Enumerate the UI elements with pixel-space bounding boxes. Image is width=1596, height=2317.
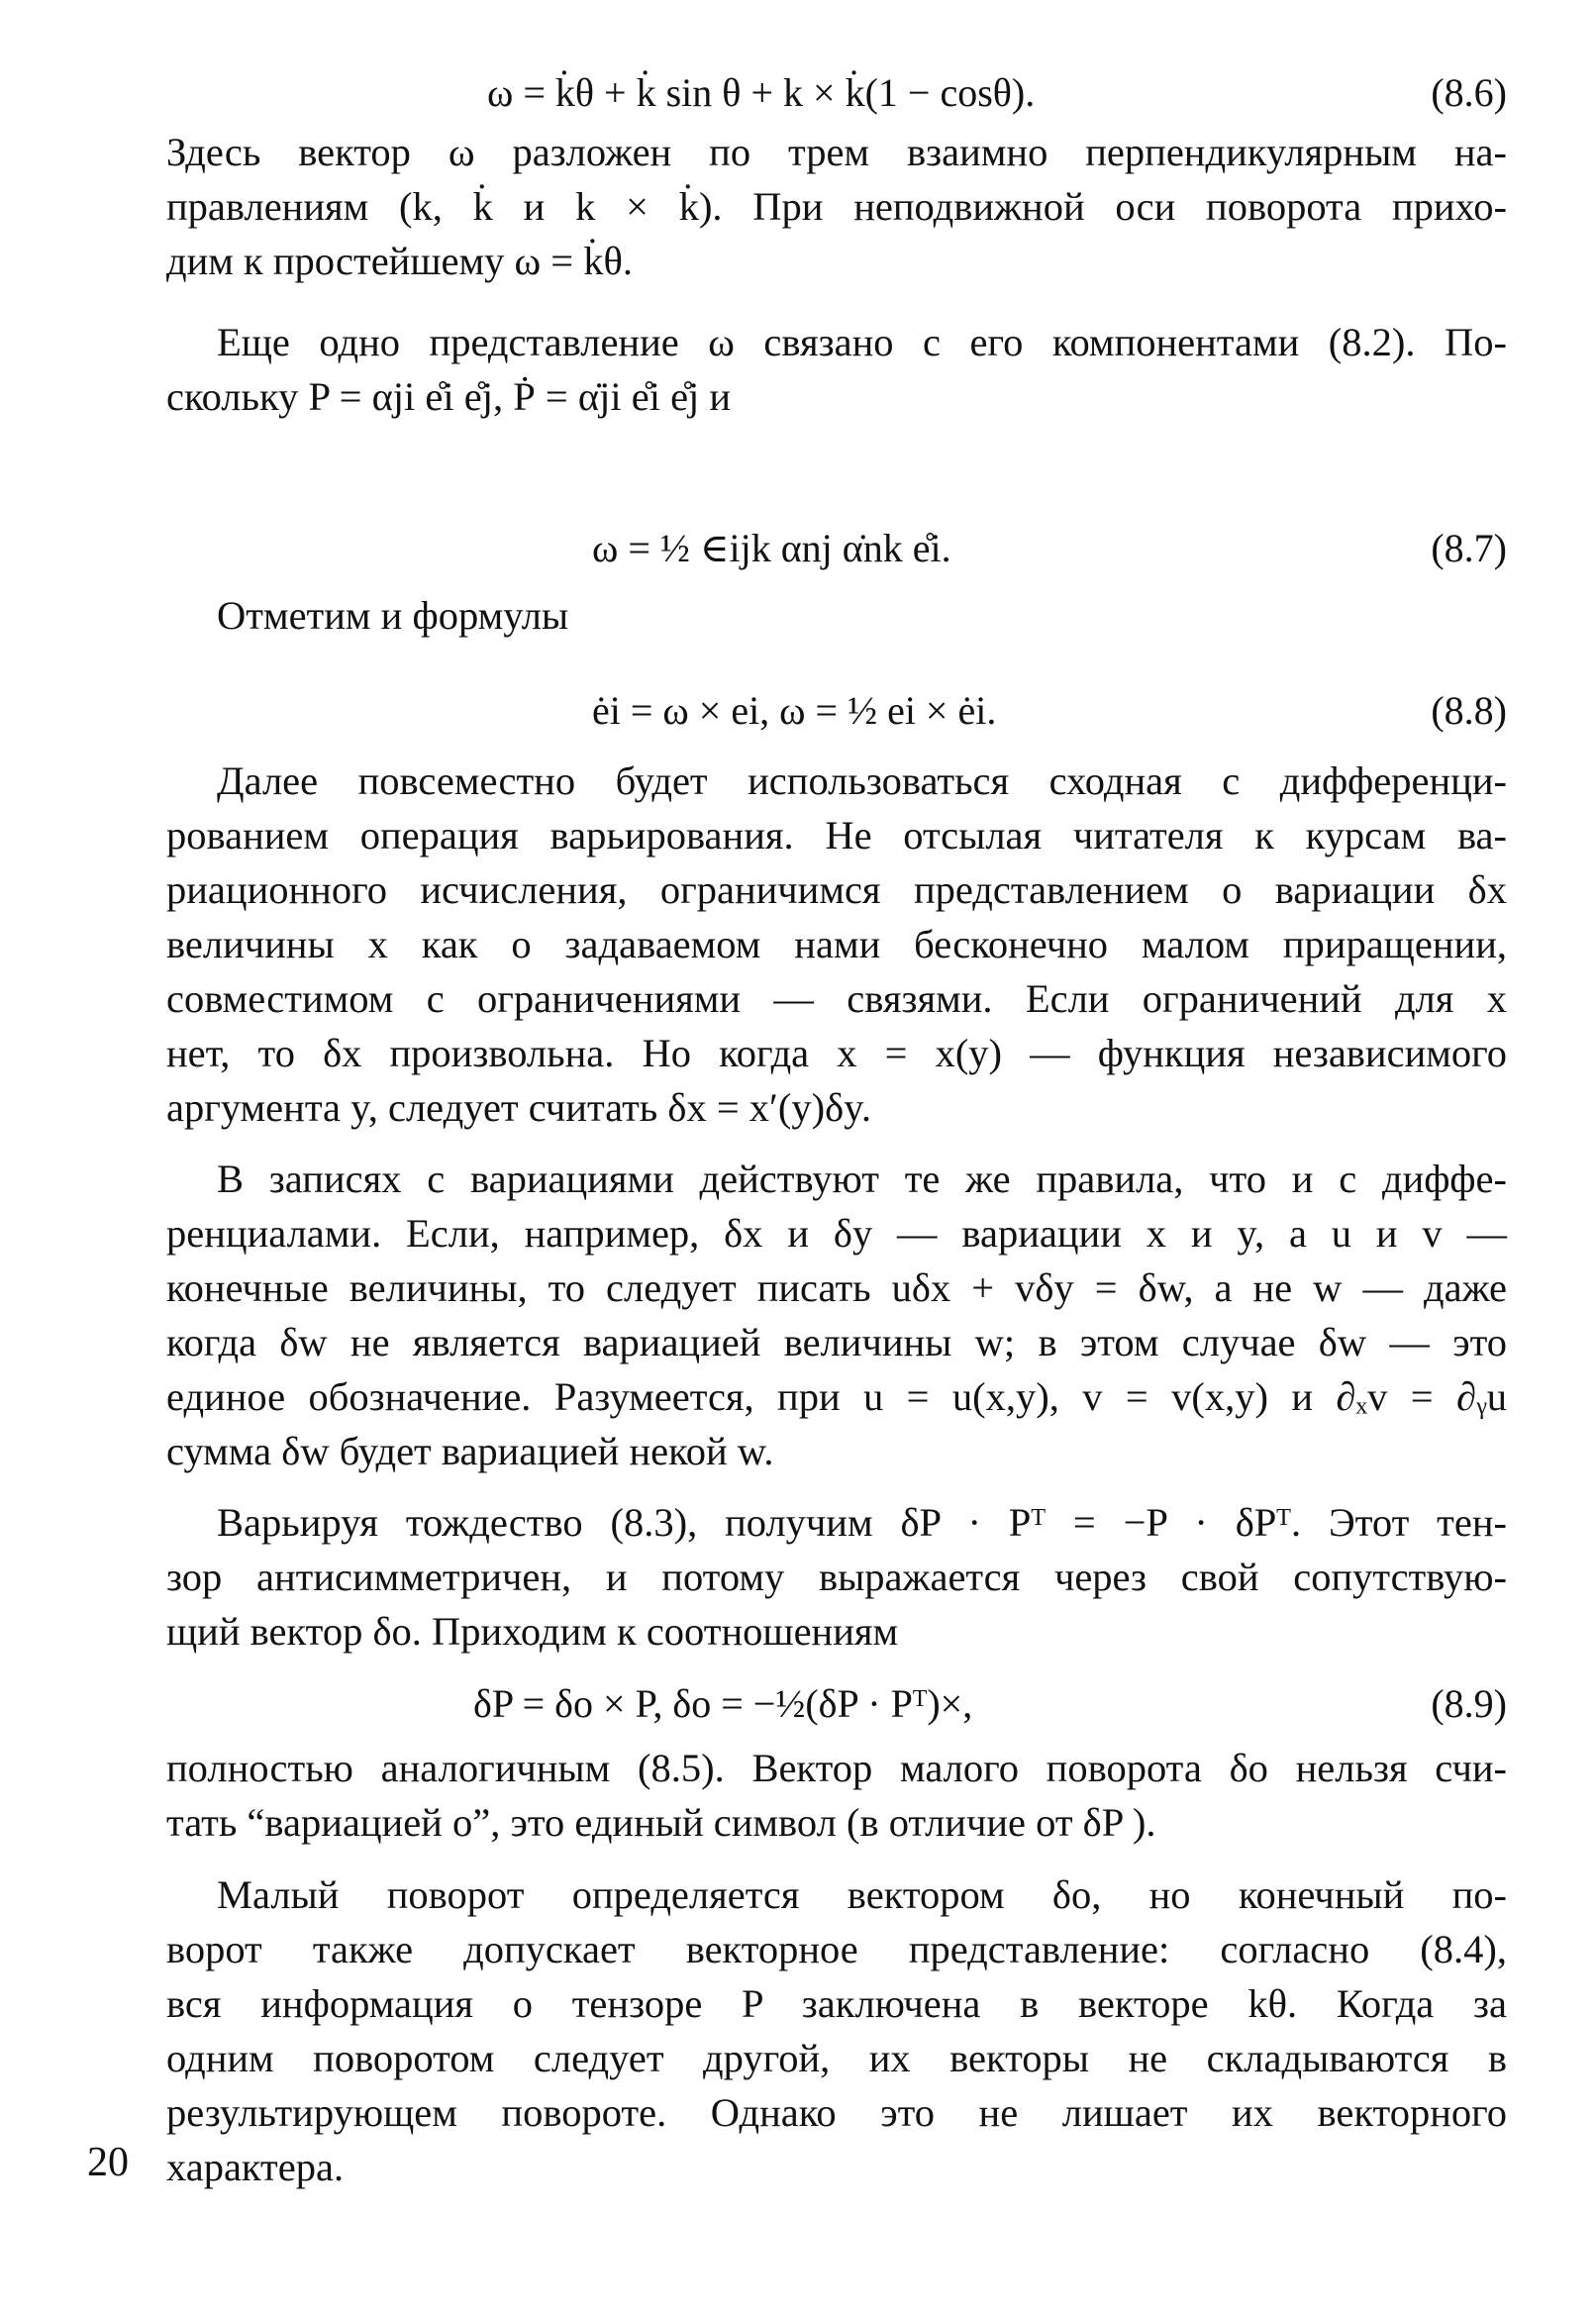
text-line: ворот также допускает векторное представление: согласно (8.4), — [166, 1927, 1507, 1971]
equation-8-6: ω = k̇θ + k̇ sin θ + k × k̇(1 − cosθ). — [487, 70, 1036, 115]
text-line: результирующем повороте. Однако это не лишает их векторного — [166, 2090, 1507, 2135]
text-line: нет, то δx произвольна. Но когда x = x(y) — функция независимого — [166, 1031, 1507, 1075]
text-line: конечные величины, то следует писать uδx + vδy = δw, а не w — даже — [166, 1265, 1507, 1310]
text-line: Варьируя тождество (8.3), получим δP · Pᵀ = −P · δPᵀ. Этот тен- — [217, 1500, 1507, 1545]
text-line: совместимом с ограничениями — связями. Если ограничений для x — [166, 976, 1507, 1021]
text-line: Отметим и формулы — [217, 593, 569, 638]
text-line: вся информация о тензоре P заключена в векторе kθ. Когда за — [166, 1981, 1507, 2026]
text-line: В записях с вариациями действуют те же правила, что и с диффе- — [217, 1157, 1507, 1201]
text-line: зор антисимметричен, и потому выражается через свой сопутствую- — [166, 1555, 1507, 1599]
text-line: Еще одно представление ω связано с его компонентами (8.2). По- — [217, 320, 1507, 364]
text-line: аргумента y, следует считать δx = x′(y)δy. — [166, 1085, 871, 1130]
text-line: щий вектор δo. Приходим к соотношениям — [166, 1609, 899, 1654]
equation-8-7-label: (8.7) — [1431, 526, 1507, 570]
text-line: когда δw не является вариацией величины w; в этом случае δw — это — [166, 1320, 1507, 1364]
equation-8-7: ω = ½ ∈ijk αnj α̇nk e̊i. — [592, 526, 951, 570]
equation-8-8-label: (8.8) — [1431, 688, 1507, 733]
text-line: одним поворотом следует другой, их векторы не складываются в — [166, 2036, 1507, 2080]
text-line: ренциалами. Если, например, δx и δy — вариации x и y, а u и v — — [166, 1211, 1507, 1256]
equation-8-9-label: (8.9) — [1431, 1681, 1507, 1726]
equation-8-9: δP = δo × P, δo = −½(δP · Pᵀ)×, — [473, 1681, 973, 1726]
text-line: рованием операция варьирования. Не отсылая читателя к курсам ва- — [166, 813, 1507, 857]
equation-8-8: ėi = ω × ei, ω = ½ ei × ėi. — [592, 688, 997, 733]
text-line: полностью аналогичным (8.5). Вектор малого поворота δo нельзя счи- — [166, 1746, 1507, 1790]
text-line: Малый поворот определяется вектором δo, но конечный по- — [217, 1872, 1507, 1917]
page-number: 20 — [87, 2140, 129, 2185]
text-line: скольку P = αji e̊i e̊j, Ṗ = α̇ji e̊i e̊j и — [166, 374, 732, 419]
text-line: сумма δw будет вариацией некой w. — [166, 1429, 774, 1473]
text-line: характера. — [166, 2145, 345, 2189]
text-line: Здесь вектор ω разложен по трем взаимно перпендикулярным на- — [166, 130, 1507, 174]
equation-8-6-label: (8.6) — [1431, 70, 1507, 115]
text-line: тать “вариацией o”, это единый символ (в отличие от δP ). — [166, 1800, 1156, 1845]
text-line: риационного исчисления, ограничимся представлением о вариации δx — [166, 867, 1507, 912]
text-line: Далее повсеместно будет использоваться сходная с дифференци- — [217, 758, 1507, 803]
text-line: единое обозначение. Разумеется, при u = u(x,y), v = v(x,y) и ∂ₓv = ∂ᵧu — [166, 1374, 1507, 1419]
text-line: величины x как о задаваемом нами бесконечно малом приращении, — [166, 922, 1507, 966]
text-line: правлениям (k, k̇ и k × k̇). При неподвижной оси поворота прихо- — [166, 184, 1507, 229]
text-line: дим к простейшему ω = k̇θ. — [166, 239, 634, 283]
